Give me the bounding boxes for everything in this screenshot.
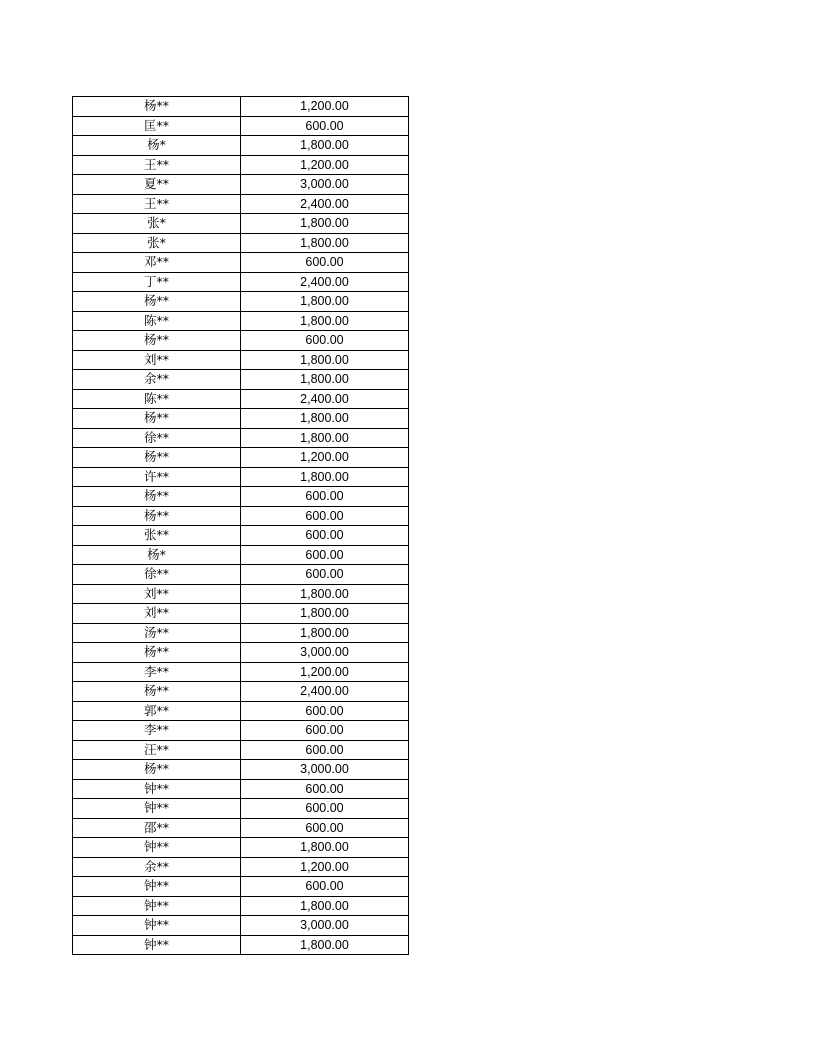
amount-cell: 3,000.00 <box>241 175 409 195</box>
table-row <box>73 662 409 682</box>
table-row <box>73 292 409 312</box>
amount-cell: 600.00 <box>241 545 409 565</box>
table-row <box>73 448 409 468</box>
amount-cell: 1,800.00 <box>241 214 409 234</box>
table-row <box>73 896 409 916</box>
table-row <box>73 253 409 273</box>
amount-cell: 600.00 <box>241 701 409 721</box>
amount-cell: 1,800.00 <box>241 370 409 390</box>
table-row <box>73 604 409 624</box>
name-cell: 杨** <box>73 487 241 507</box>
amount-cell: 600.00 <box>241 116 409 136</box>
table-row <box>73 779 409 799</box>
name-cell: 钟** <box>73 779 241 799</box>
name-cell: 钟** <box>73 799 241 819</box>
amount-cell: 600.00 <box>241 526 409 546</box>
data-table <box>72 96 409 955</box>
table-row <box>73 565 409 585</box>
table-row <box>73 935 409 955</box>
amount-cell: 600.00 <box>241 877 409 897</box>
table-row <box>73 584 409 604</box>
amount-cell: 1,200.00 <box>241 857 409 877</box>
name-cell: 陈** <box>73 389 241 409</box>
name-cell: 陈** <box>73 311 241 331</box>
amount-cell: 1,200.00 <box>241 155 409 175</box>
table-row <box>73 331 409 351</box>
table-row <box>73 623 409 643</box>
amount-cell: 1,800.00 <box>241 350 409 370</box>
table-row <box>73 233 409 253</box>
name-cell: 刘** <box>73 584 241 604</box>
name-cell: 钟** <box>73 877 241 897</box>
amount-cell: 600.00 <box>241 565 409 585</box>
name-cell: 钟** <box>73 838 241 858</box>
amount-cell: 1,800.00 <box>241 623 409 643</box>
amount-cell: 1,800.00 <box>241 311 409 331</box>
table-row <box>73 116 409 136</box>
table-row <box>73 194 409 214</box>
name-cell: 邵** <box>73 818 241 838</box>
table-row <box>73 799 409 819</box>
table-row <box>73 175 409 195</box>
amount-cell: 1,800.00 <box>241 604 409 624</box>
table-row <box>73 701 409 721</box>
amount-cell: 2,400.00 <box>241 389 409 409</box>
amount-cell: 1,800.00 <box>241 467 409 487</box>
name-cell: 杨** <box>73 448 241 468</box>
amount-cell: 1,200.00 <box>241 662 409 682</box>
table-row <box>73 760 409 780</box>
amount-cell: 1,800.00 <box>241 233 409 253</box>
amount-cell: 2,400.00 <box>241 682 409 702</box>
name-cell: 张* <box>73 214 241 234</box>
table-row <box>73 877 409 897</box>
name-cell: 钟** <box>73 896 241 916</box>
name-cell: 汪** <box>73 740 241 760</box>
name-cell: 杨** <box>73 760 241 780</box>
name-cell: 王** <box>73 194 241 214</box>
table-row <box>73 857 409 877</box>
name-cell: 杨** <box>73 643 241 663</box>
amount-cell: 600.00 <box>241 721 409 741</box>
amount-cell: 1,200.00 <box>241 97 409 117</box>
name-cell: 邓** <box>73 253 241 273</box>
amount-cell: 600.00 <box>241 818 409 838</box>
table-row <box>73 721 409 741</box>
name-cell: 张** <box>73 526 241 546</box>
amount-cell: 2,400.00 <box>241 194 409 214</box>
table-row <box>73 838 409 858</box>
amount-cell: 600.00 <box>241 487 409 507</box>
table-row <box>73 487 409 507</box>
amount-cell: 1,800.00 <box>241 838 409 858</box>
name-cell: 李** <box>73 662 241 682</box>
table-row <box>73 370 409 390</box>
name-cell: 杨** <box>73 409 241 429</box>
table-row <box>73 916 409 936</box>
name-cell: 杨** <box>73 682 241 702</box>
name-cell: 钟** <box>73 916 241 936</box>
amount-cell: 1,800.00 <box>241 428 409 448</box>
table-row <box>73 545 409 565</box>
amount-cell: 1,800.00 <box>241 292 409 312</box>
table-row <box>73 311 409 331</box>
table-row <box>73 97 409 117</box>
name-cell: 夏** <box>73 175 241 195</box>
name-cell: 徐** <box>73 565 241 585</box>
table-row <box>73 409 409 429</box>
name-cell: 匡** <box>73 116 241 136</box>
amount-cell: 3,000.00 <box>241 916 409 936</box>
name-cell: 刘** <box>73 604 241 624</box>
table-row <box>73 682 409 702</box>
name-cell: 王** <box>73 155 241 175</box>
name-cell: 郭** <box>73 701 241 721</box>
table-row <box>73 214 409 234</box>
amount-cell: 1,800.00 <box>241 584 409 604</box>
table-row <box>73 506 409 526</box>
table-body <box>73 97 409 955</box>
table-row <box>73 428 409 448</box>
amount-cell: 1,800.00 <box>241 896 409 916</box>
table-row <box>73 740 409 760</box>
name-cell: 钟** <box>73 935 241 955</box>
amount-cell: 3,000.00 <box>241 643 409 663</box>
amount-cell: 600.00 <box>241 506 409 526</box>
name-cell: 杨* <box>73 545 241 565</box>
amount-cell: 600.00 <box>241 799 409 819</box>
name-cell: 汤** <box>73 623 241 643</box>
name-cell: 张* <box>73 233 241 253</box>
table-row <box>73 467 409 487</box>
amount-cell: 2,400.00 <box>241 272 409 292</box>
name-cell: 杨* <box>73 136 241 156</box>
name-cell: 余** <box>73 370 241 390</box>
amount-cell: 1,800.00 <box>241 409 409 429</box>
name-cell: 许** <box>73 467 241 487</box>
name-cell: 杨** <box>73 506 241 526</box>
table-row <box>73 350 409 370</box>
amount-cell: 3,000.00 <box>241 760 409 780</box>
amount-cell: 600.00 <box>241 779 409 799</box>
name-cell: 杨** <box>73 97 241 117</box>
name-cell: 刘** <box>73 350 241 370</box>
name-cell: 李** <box>73 721 241 741</box>
name-cell: 丁** <box>73 272 241 292</box>
table-row <box>73 389 409 409</box>
table-row <box>73 526 409 546</box>
amount-cell: 600.00 <box>241 740 409 760</box>
table-row <box>73 272 409 292</box>
name-cell: 杨** <box>73 292 241 312</box>
amount-cell: 1,800.00 <box>241 935 409 955</box>
table-row <box>73 136 409 156</box>
amount-cell: 600.00 <box>241 331 409 351</box>
table-row <box>73 643 409 663</box>
table-row <box>73 155 409 175</box>
amount-cell: 1,800.00 <box>241 136 409 156</box>
amount-cell: 600.00 <box>241 253 409 273</box>
amount-cell: 1,200.00 <box>241 448 409 468</box>
name-cell: 徐** <box>73 428 241 448</box>
table-row <box>73 818 409 838</box>
name-cell: 杨** <box>73 331 241 351</box>
name-cell: 余** <box>73 857 241 877</box>
